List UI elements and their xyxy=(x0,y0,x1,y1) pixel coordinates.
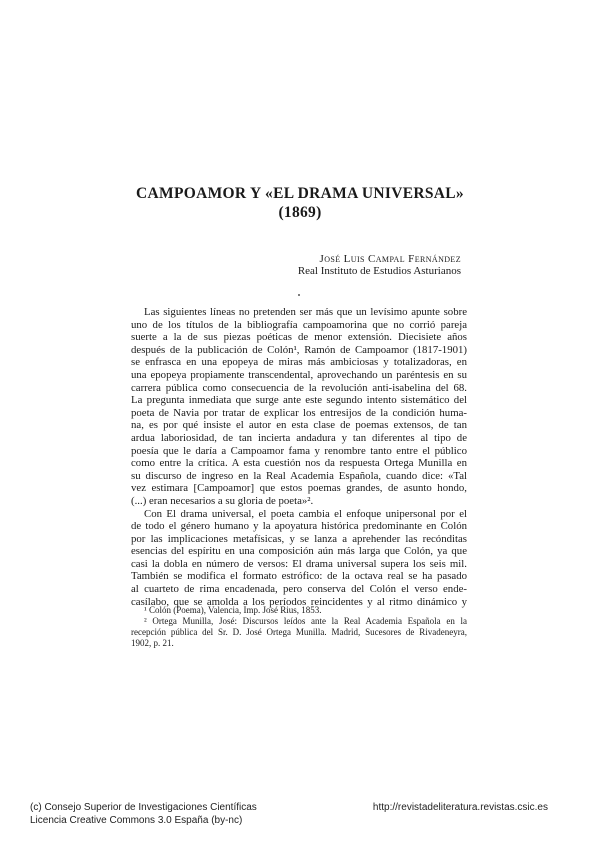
journal-url: http://revistadeliteratura.revistas.csic.es xyxy=(372,802,548,813)
body-line: poesía que le daría a Campoamor fama y renombre tanto entre el público xyxy=(131,444,467,457)
body-text xyxy=(131,306,467,608)
author-institution: Real Instituto de Estudios Asturianos xyxy=(297,265,461,277)
footnote-line: ² Ortega Munilla, José: Discursos leídos ante la Real Academia Española en la xyxy=(144,616,467,626)
footnotes xyxy=(131,605,467,649)
body-line: esencias del espíritu en una composición aún más larga que Colón, ya que xyxy=(131,545,467,558)
body-line: su discurso de ingreso en la Real Academia Española, cuando dice: «Tal xyxy=(131,469,467,482)
body-line: na, es por qué insiste el autor en esta clase de poemas extensos, de tan xyxy=(131,419,467,432)
footnote-line: recepción pública del Sr. D. José Ortega Munilla. Madrid, Sucesores de Rivadeneyra, xyxy=(131,627,467,637)
body-line: por las implicaciones metafísicas, y se lanza a aprehender las recónditas xyxy=(131,532,467,545)
body-line: al cuarteto de rima encadenada, pero conserva del Colón el verso ende- xyxy=(131,583,467,596)
body-line: como entre la crítica. A esta cuestión nos da respuesta Ortega Munilla en xyxy=(131,457,467,470)
body-line: carrera pública como consecuencia de la revolución anti-isabelina del 68. xyxy=(131,381,467,394)
body-line: una epopeya propiamente transcendental, aprovechando un paréntesis en su xyxy=(131,368,467,381)
separator-dot xyxy=(298,294,300,296)
body-line: Con El drama universal, el poeta cambia el enfoque unipersonal por el xyxy=(144,507,467,520)
footnote-line: ¹ Colón (Poema), Valencia, Imp. José Rius, 1853. xyxy=(144,605,322,615)
body-line: poeta de Navia por tratar de explicar los entresijos de la condición huma- xyxy=(131,406,467,419)
body-line: de todo el género humano y la apoyatura histórica predominante en Colón xyxy=(131,520,467,533)
body-line: después de la publicación de Colón¹, Ramón de Campoamor (1817-1901) xyxy=(131,343,467,356)
body-line: Las siguientes líneas no pretenden ser más que un levísimo apunte sobre xyxy=(144,306,467,318)
license-line: Licencia Creative Commons 3.0 España (by-nc) xyxy=(30,815,243,826)
body-line: se enfrasca en una epopeya de miras más ambiciosas y totalizadoras, en xyxy=(131,356,467,369)
body-line: suerte a la de sus piezas poéticas de menor extensión. Diecisiete años xyxy=(131,331,467,344)
body-line: vez estimara [Campoamor] que estos poemas grandes, de asunto hondo, xyxy=(131,482,467,495)
body-line: ardua laboriosidad, de tan incierta andadura y tan diferentes al tipo de xyxy=(131,431,467,444)
license-line: (c) Consejo Superior de Investigaciones Científicas xyxy=(30,802,257,813)
article-title: CAMPOAMOR Y «EL DRAMA UNIVERSAL» xyxy=(136,185,464,202)
body-line: También se modifica el formato estrófico: de la octava real se ha pasado xyxy=(131,570,467,583)
body-line: La pregunta inmediata que surge ante este segundo intento sistemático del xyxy=(131,394,467,407)
article-title-year: (1869) xyxy=(278,204,322,221)
body-line: casi la dobla en número de versos: El drama universal supera los seis mil. xyxy=(131,557,467,570)
footnote-line: 1902, p. 21. xyxy=(131,638,174,648)
body-line: casílabo, que se amolda a los períodos reincidentes y al ritmo dinámico y xyxy=(131,595,467,608)
author-name: José Luis Campal Fernández xyxy=(319,253,461,265)
body-line: (...) eran necesarios a su gloria de poeta»². xyxy=(131,494,314,507)
body-line: uno de los títulos de la bibliografía campoamorina que no corrió pareja xyxy=(131,318,467,331)
